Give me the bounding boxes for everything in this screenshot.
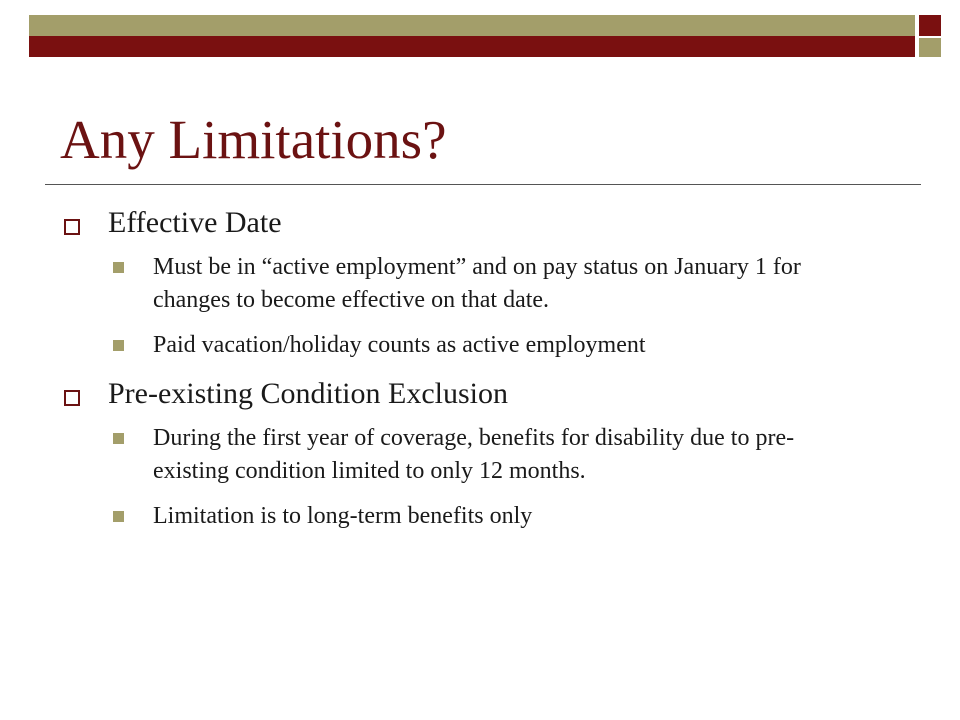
list-item (60, 329, 860, 362)
slide-body (60, 205, 860, 533)
header-square-maroon (919, 15, 941, 36)
header-square-olive (919, 38, 941, 57)
square-bullet-icon (113, 340, 124, 351)
list-item-text: Limitation is to long-term benefits only (153, 503, 533, 529)
section-heading-text: Effective Date (108, 206, 282, 239)
section-heading-text: Pre-existing Condition Exclusion (108, 377, 508, 410)
square-bullet-icon (113, 433, 124, 444)
slide-title: Any Limitations? (60, 109, 447, 170)
square-bullet-icon (113, 262, 124, 273)
section-heading (60, 376, 860, 412)
title-divider (45, 184, 921, 185)
list-item (60, 251, 860, 317)
section-pre-existing-condition (60, 376, 860, 533)
section-effective-date (60, 205, 860, 362)
list-item-text: During the first year of coverage, benefits for disability due to pre-existing condition limited to only 12 months. (153, 425, 795, 484)
header-band-maroon (29, 36, 915, 57)
header-band-olive (29, 15, 915, 36)
list-item-text: Paid vacation/holiday counts as active employment (153, 332, 646, 358)
list-item-text: Must be in “active employment” and on pay status on January 1 for changes to become effective on that date. (153, 254, 801, 313)
header-decoration (0, 0, 960, 60)
section-heading (60, 205, 860, 241)
list-item (60, 422, 860, 488)
hollow-square-bullet-icon (64, 219, 80, 235)
list-item (60, 500, 860, 533)
hollow-square-bullet-icon (64, 390, 80, 406)
square-bullet-icon (113, 511, 124, 522)
